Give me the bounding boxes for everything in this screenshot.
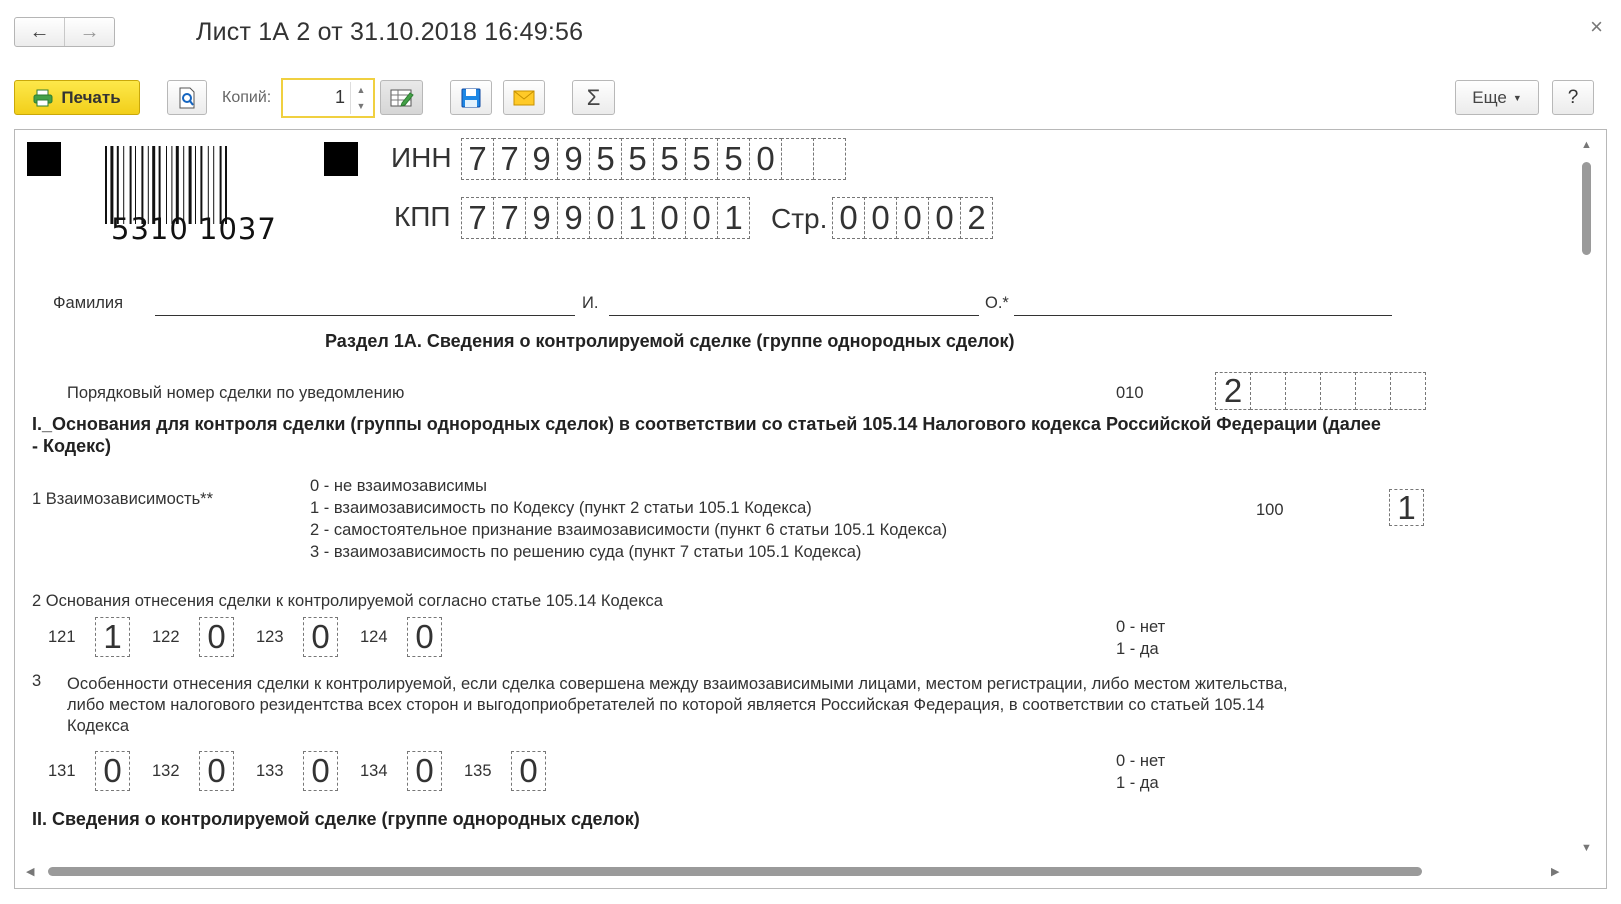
edit-table-icon [390,88,414,108]
interdependence-label: 1 Взаимозависимость** [32,490,214,508]
spin-up-icon[interactable]: ▲ [356,85,366,95]
page-cells [833,197,993,239]
spin-down-icon[interactable]: ▼ [356,101,366,111]
inn-digit-cell[interactable]: 0 [749,138,782,180]
back-button[interactable] [15,18,64,46]
grounds-field-code: 121 [48,628,76,646]
scroll-down-icon[interactable]: ▼ [1581,842,1592,854]
scroll-up-icon[interactable]: ▲ [1581,139,1592,151]
inn-digit-cell[interactable]: 5 [717,138,750,180]
inn-digit-cell[interactable]: 5 [621,138,654,180]
interdependence-option-0: 0 - не взаимозависимы [310,477,487,495]
kpp-digit-cell[interactable]: 7 [493,197,526,239]
page-label: Стр. [771,203,828,234]
grounds-field-code: 122 [152,628,180,646]
order-digit-cell[interactable] [1390,372,1426,410]
grounds-no-legend: 0 - нет [1116,618,1166,636]
document-view[interactable] [14,129,1607,889]
more-button[interactable] [1455,80,1539,115]
chevron-down-icon: ▼ [1512,92,1522,103]
interdependence-option-1: 1 - взаимозависимость по Кодексу (пункт 2 статьи 105.1 Кодекса) [310,499,812,517]
grounds-field-value-cell[interactable]: 0 [199,617,234,657]
scroll-left-icon[interactable]: ◀ [26,866,35,878]
vertical-scrollbar-thumb[interactable] [1582,162,1591,255]
order-digit-cell[interactable] [1320,372,1356,410]
features-line3: Кодекса [67,717,130,735]
sigma-icon: Σ [586,84,601,110]
name-line [609,315,979,316]
kpp-digit-cell[interactable]: 0 [685,197,718,239]
copies-label: Копий: [222,89,272,106]
features-field-code: 135 [464,762,492,780]
features-field-value-cell[interactable]: 0 [95,751,130,791]
order-digit-cell[interactable] [1285,372,1321,410]
interdependence-code: 100 [1256,501,1284,519]
patronymic-label: О.* [985,294,1009,312]
printer-icon [33,89,53,107]
inn-digit-cell[interactable]: 9 [557,138,590,180]
page-digit-cell[interactable]: 0 [928,197,961,239]
order-number-code: 010 [1116,384,1144,402]
name-label: И. [582,294,599,312]
horizontal-scrollbar-thumb[interactable] [48,867,1422,876]
kpp-digit-cell[interactable]: 0 [589,197,622,239]
marker-square-right [324,142,358,176]
features-field-value-cell[interactable]: 0 [511,751,546,791]
features-field-value-cell[interactable]: 0 [303,751,338,791]
inn-digit-cell[interactable] [781,138,814,180]
part2-heading: II. Сведения о контролируемой сделке (группе однородных сделок) [32,809,640,829]
kpp-digit-cell[interactable]: 9 [525,197,558,239]
kpp-digit-cell[interactable]: 0 [653,197,686,239]
copies-field[interactable] [281,78,375,118]
inn-digit-cell[interactable]: 5 [589,138,622,180]
order-number-cells [1216,372,1426,410]
inn-digit-cell[interactable]: 5 [685,138,718,180]
window-title: Лист 1А 2 от 31.10.2018 16:49:56 [196,18,584,46]
inn-digit-cell[interactable] [813,138,846,180]
features-field-code: 134 [360,762,388,780]
features-field-code: 131 [48,762,76,780]
section-1a-title: Раздел 1А. Сведения о контролируемой сделке (группе однородных сделок) [325,331,1015,351]
order-number-label: Порядковый номер сделки по уведомлению [67,384,405,402]
print-label: Печать [61,87,121,107]
order-digit-cell[interactable] [1355,372,1391,410]
send-email-button[interactable] [503,80,545,115]
marker-square-left [27,142,61,176]
inn-digit-cell[interactable]: 9 [525,138,558,180]
features-field-value-cell[interactable]: 0 [407,751,442,791]
features-field-code: 133 [256,762,284,780]
kpp-cells [462,197,750,239]
save-icon [461,88,481,108]
kpp-digit-cell[interactable]: 9 [557,197,590,239]
barcode-bar [105,146,107,224]
inn-digit-cell[interactable]: 7 [461,138,494,180]
grounds-field-value-cell[interactable]: 0 [407,617,442,657]
features-number: 3 [32,672,42,690]
page-digit-cell[interactable]: 0 [896,197,929,239]
kpp-label: КПП [394,201,451,232]
more-label: Еще [1472,87,1507,107]
arrow-left-icon: ← [29,20,50,43]
edit-mode-button[interactable] [380,80,423,115]
preview-icon [177,87,197,109]
features-yes-legend: 1 - да [1116,774,1159,792]
inn-digit-cell[interactable]: 5 [653,138,686,180]
inn-digit-cell[interactable]: 7 [493,138,526,180]
grounds-label: 2 Основания отнесения сделки к контролируемой согласно статье 105.14 Кодекса [32,592,663,610]
help-label: ? [1567,86,1579,108]
surname-label: Фамилия [53,294,124,312]
arrow-right-icon: → [79,20,100,43]
order-digit-cell[interactable]: 2 [1215,372,1251,410]
help-button[interactable] [1552,80,1594,115]
features-field-value-cell[interactable]: 0 [199,751,234,791]
close-icon[interactable]: × [1590,14,1603,39]
inn-cells [462,138,846,180]
features-field-code: 132 [152,762,180,780]
forward-button[interactable] [64,18,114,46]
part1-heading-line2: - Кодекс) [32,436,111,456]
features-no-legend: 0 - нет [1116,752,1166,770]
interdependence-options [310,477,947,565]
preview-button[interactable] [167,80,207,115]
features-line1: Особенности отнесения сделки к контролируемой, если сделка совершена между взаимозависимыми лицами, местом регистрации, либо местом жительства, [67,675,1288,693]
part1-heading-line1: I._Основания для контроля сделки (группы однородных сделок) в соответствии со статьей 105.14 Налогового кодекса Российской Федерации (далее [32,414,1381,434]
grounds-yes-legend: 1 - да [1116,640,1159,658]
page-digit-cell[interactable]: 2 [960,197,993,239]
copies-value: 1 [334,87,345,107]
order-digit-cell[interactable] [1250,372,1286,410]
surname-line [155,315,575,316]
scroll-right-icon[interactable]: ▶ [1551,866,1560,878]
page-digit-cell[interactable]: 0 [832,197,865,239]
page-digit-cell[interactable]: 0 [864,197,897,239]
grounds-field-code: 124 [360,628,388,646]
grounds-field-value-cell[interactable]: 1 [95,617,130,657]
interdependence-option-2: 2 - самостоятельное признание взаимозависимости (пункт 6 статьи 105.1 Кодекса) [310,521,948,539]
kpp-digit-cell[interactable]: 1 [717,197,750,239]
grounds-field-value-cell[interactable]: 0 [303,617,338,657]
envelope-icon [513,90,535,106]
kpp-digit-cell[interactable]: 1 [621,197,654,239]
navigation-buttons [14,17,115,47]
interdependence-option-3: 3 - взаимозависимость по решению суда (пункт 7 статьи 105.1 Кодекса) [310,543,862,561]
inn-label: ИНН [391,142,452,173]
patronymic-line [1014,315,1392,316]
features-line2: либо местом налогового резидентства всех сторон и выгодоприобретателей по которой является Российская Федерация, в соответствии со статьей 105.14 [67,696,1265,714]
sum-button[interactable] [572,80,615,115]
barcode [103,146,283,246]
interdependence-value-cell[interactable]: 1 [1389,489,1424,526]
barcode-number: 5310 1037 [111,212,277,246]
grounds-field-code: 123 [256,628,284,646]
copies-spinner[interactable] [350,82,371,114]
print-button[interactable] [14,80,140,115]
save-button[interactable] [450,80,492,115]
kpp-digit-cell[interactable]: 7 [461,197,494,239]
